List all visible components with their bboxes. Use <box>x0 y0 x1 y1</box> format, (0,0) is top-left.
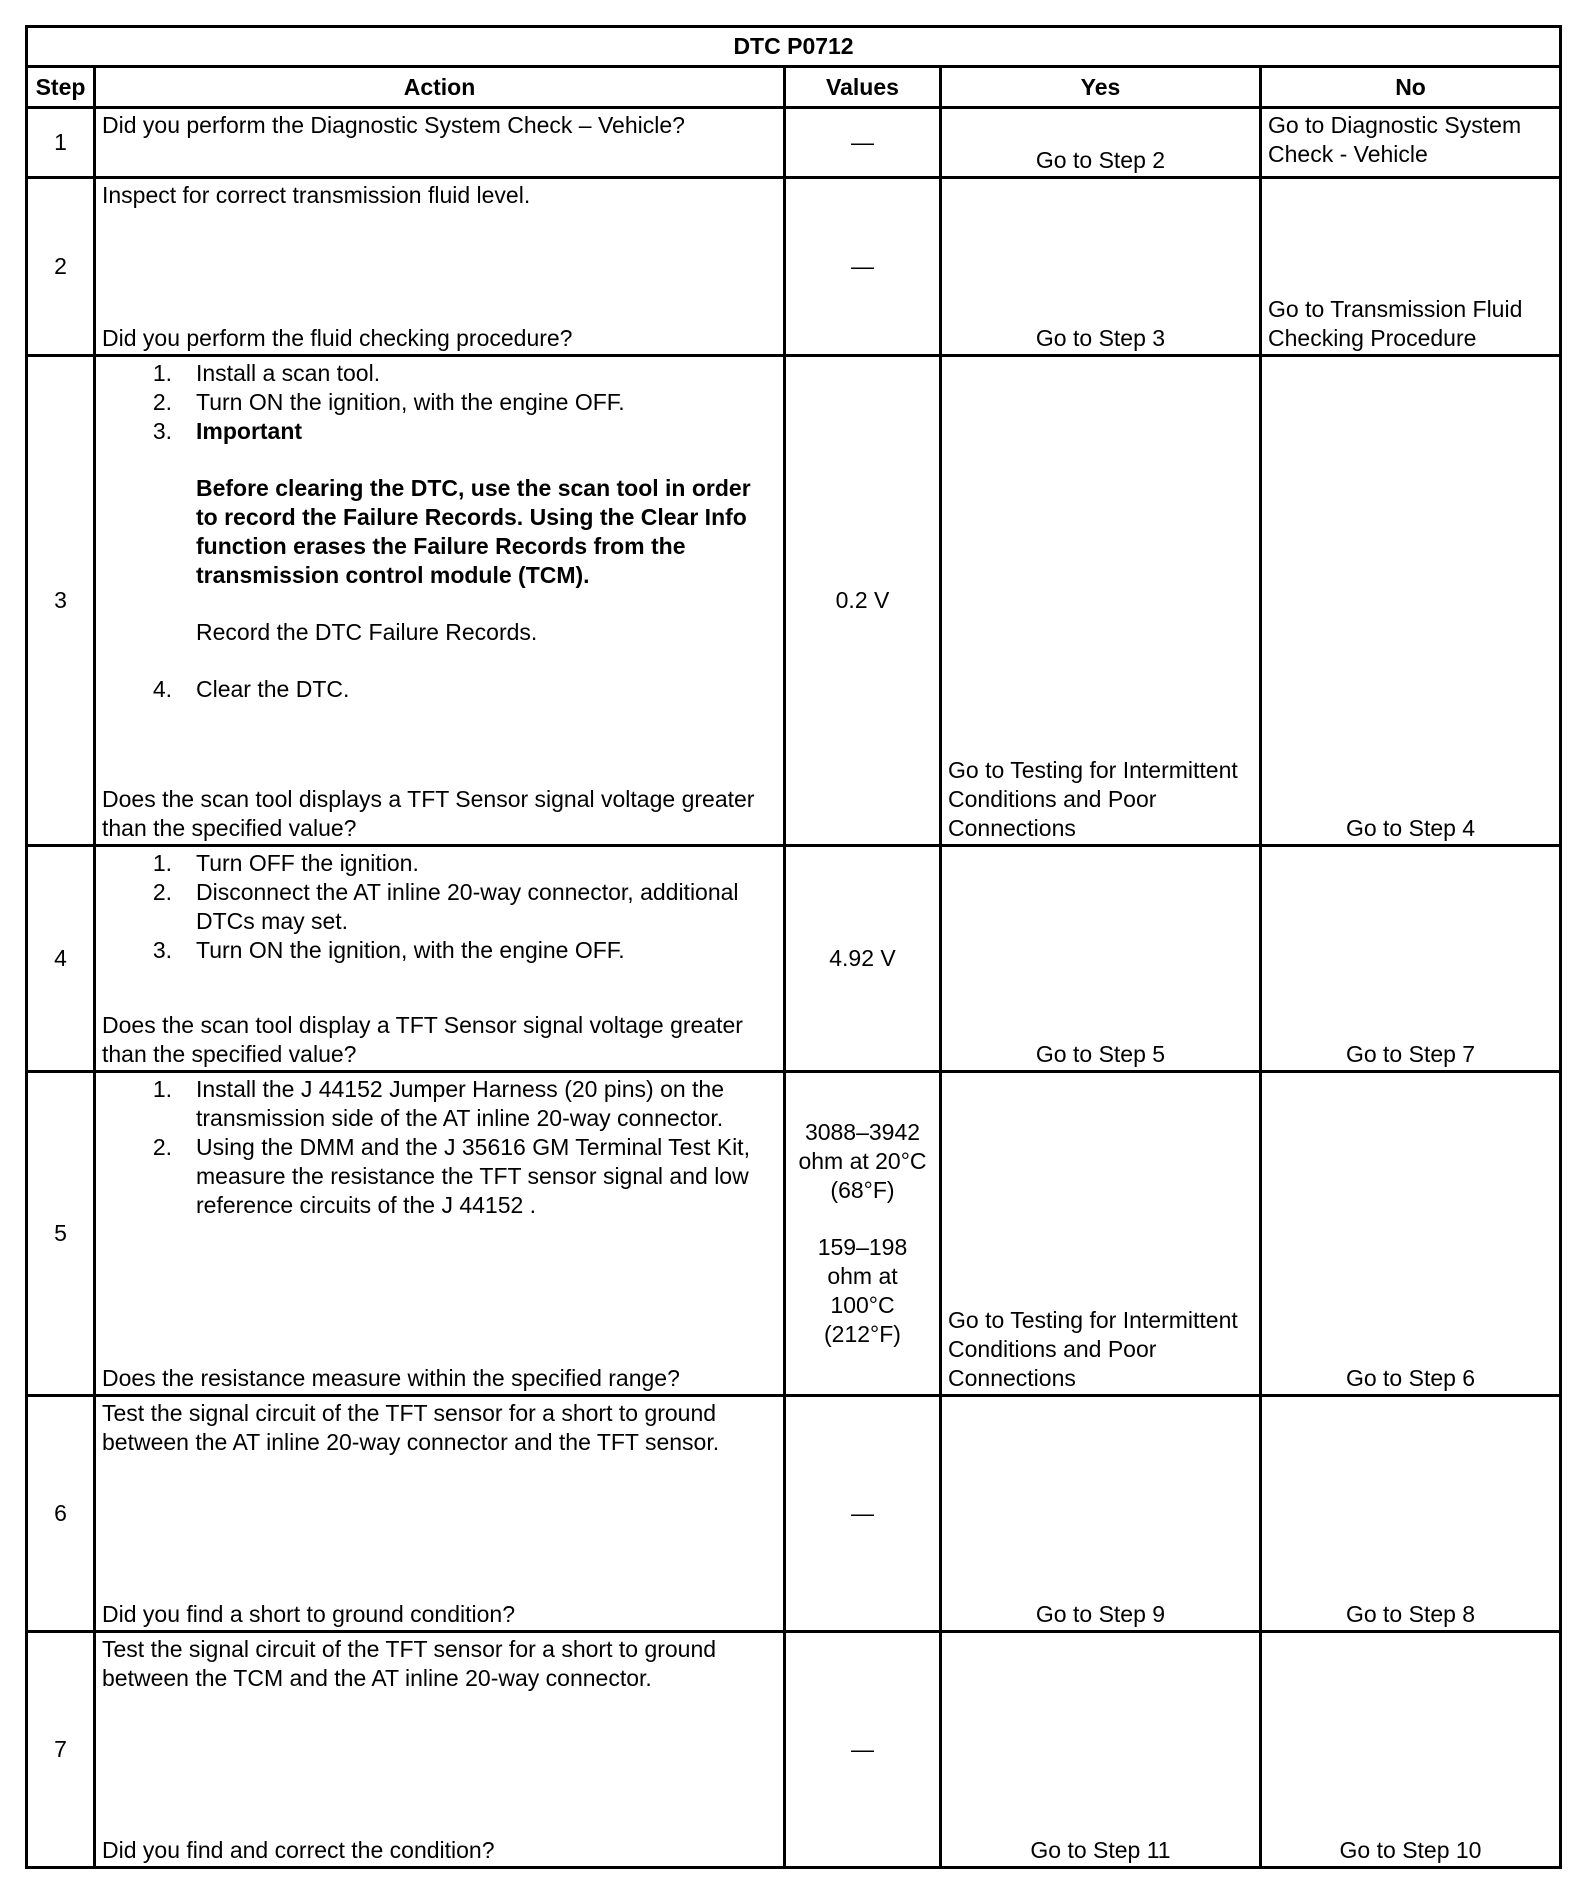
action-question: Did you perform the Diagnostic System Check – Vehicle? <box>102 112 685 138</box>
yes-cell <box>941 846 1261 1072</box>
values-cell <box>785 178 941 356</box>
action-intro: Test the signal circuit of the TFT sensor for a short to ground between the AT inline 20-way connector and the TFT sensor. <box>102 1400 720 1455</box>
table-row-step-1 <box>27 108 1561 178</box>
step-number: 7 <box>27 1632 95 1868</box>
values-text: 0.2 V <box>835 587 890 613</box>
header-action: Action <box>95 67 785 108</box>
header-yes: Yes <box>941 67 1261 108</box>
no-link[interactable]: Go to Diagnostic System Check - Vehicle <box>1268 112 1522 167</box>
table-row-step-5 <box>27 1072 1561 1396</box>
step-number: 3 <box>27 356 95 846</box>
no-cell <box>1261 356 1561 846</box>
values-text: — <box>851 1736 874 1762</box>
dtc-procedure-table <box>25 25 1562 1869</box>
action-cell <box>95 1396 785 1632</box>
action-steps <box>102 359 777 704</box>
title-row <box>27 27 1561 67</box>
yes-cell <box>941 1396 1261 1632</box>
list-item: 1. Install the J 44152 Jumper Harness (20 pins) on the transmission side of the AT inline 20-way connector. <box>152 1076 725 1131</box>
yes-cell <box>941 108 1261 178</box>
yes-cell <box>941 1632 1261 1868</box>
important-note: Before clearing the DTC, use the scan tool in order to record the Failure Records. Using the Clear Info function erases the Failure Records from the transmission control module (TCM). <box>196 475 751 588</box>
yes-link[interactable]: Go to Step 11 <box>1030 1837 1171 1863</box>
action-question: Did you find a short to ground condition? <box>102 1601 515 1627</box>
table-title: DTC P0712 <box>27 27 1561 67</box>
values-cell <box>785 1632 941 1868</box>
action-cell <box>95 846 785 1072</box>
action-question: Did you perform the fluid checking procedure? <box>102 325 573 351</box>
table-row-step-6 <box>27 1396 1561 1632</box>
yes-link[interactable]: Go to Testing for Intermittent Conditions and Poor Connections <box>948 757 1238 841</box>
yes-link[interactable]: Go to Testing for Intermittent Conditions and Poor Connections <box>948 1307 1238 1391</box>
values-text: — <box>851 129 874 155</box>
no-link[interactable]: Go to Transmission Fluid Checking Procedure <box>1268 296 1523 351</box>
list-item: 2. Using the DMM and the J 35616 GM Terminal Test Kit, measure the resistance the TFT sensor signal and low reference circuits of the J 44152 . <box>152 1134 750 1218</box>
action-question: Does the resistance measure within the specified range? <box>102 1365 680 1391</box>
action-cell <box>95 108 785 178</box>
yes-link[interactable]: Go to Step 9 <box>1035 1601 1166 1627</box>
no-cell <box>1261 1632 1561 1868</box>
important-heading: Important <box>196 418 303 444</box>
values-cell <box>785 356 941 846</box>
action-intro: Test the signal circuit of the TFT sensor for a short to ground between the TCM and the AT inline 20-way connector. <box>102 1636 717 1691</box>
list-item: 1. Turn OFF the ignition. <box>152 850 419 876</box>
values-cell <box>785 1072 941 1396</box>
yes-link[interactable]: Go to Step 5 <box>1035 1041 1166 1067</box>
step-list <box>102 849 777 965</box>
value-range-100c: 159–198 ohm at 100°C (212°F) <box>817 1234 908 1347</box>
values-cell <box>785 1396 941 1632</box>
no-link[interactable]: Go to Step 7 <box>1345 1041 1476 1067</box>
action-cell <box>95 356 785 846</box>
action-intro: Inspect for correct transmission fluid level. <box>102 182 531 208</box>
step-number: 2 <box>27 178 95 356</box>
no-cell <box>1261 1072 1561 1396</box>
action-cell <box>95 1632 785 1868</box>
list-item: 3. Important Before clearing the DTC, use the scan tool in order to record the Failure Records. Using the Clear Info function erases the Failure Records from the transmission control module (TCM). Record the DTC Failure Records. <box>102 417 777 647</box>
step-number: 1 <box>27 108 95 178</box>
yes-cell <box>941 178 1261 356</box>
table-row-step-4 <box>27 846 1561 1072</box>
step-list <box>102 359 777 704</box>
no-cell <box>1261 178 1561 356</box>
no-link[interactable]: Go to Step 10 <box>1339 1837 1482 1863</box>
yes-link[interactable]: Go to Step 3 <box>1035 325 1166 351</box>
action-cell <box>95 1072 785 1396</box>
list-item: 2. Turn ON the ignition, with the engine OFF. <box>152 389 625 415</box>
values-cell <box>785 108 941 178</box>
no-cell <box>1261 846 1561 1072</box>
record-instruction: Record the DTC Failure Records. <box>196 619 538 645</box>
header-values: Values <box>785 67 941 108</box>
yes-link[interactable]: Go to Step 2 <box>1035 147 1166 173</box>
yes-cell <box>941 356 1261 846</box>
no-link[interactable]: Go to Step 6 <box>1345 1365 1476 1391</box>
values-text: — <box>851 253 874 279</box>
value-range-20c: 3088–3942 ohm at 20°C (68°F) <box>798 1119 927 1203</box>
no-link[interactable]: Go to Step 4 <box>1345 815 1476 841</box>
no-link[interactable]: Go to Step 8 <box>1345 1601 1476 1627</box>
table-row-step-2 <box>27 178 1561 356</box>
values-cell <box>785 846 941 1072</box>
header-row <box>27 67 1561 108</box>
action-question: Does the scan tool display a TFT Sensor signal voltage greater than the specified value? <box>102 1012 743 1067</box>
table-row-step-3 <box>27 356 1561 846</box>
header-no: No <box>1261 67 1561 108</box>
action-question: Did you find and correct the condition? <box>102 1837 495 1863</box>
yes-cell <box>941 1072 1261 1396</box>
action-question: Does the scan tool displays a TFT Sensor signal voltage greater than the specified value? <box>102 786 755 841</box>
table-row-step-7 <box>27 1632 1561 1868</box>
step-list <box>102 1075 777 1220</box>
step-number: 5 <box>27 1072 95 1396</box>
action-cell <box>95 178 785 356</box>
step-number: 4 <box>27 846 95 1072</box>
list-item: 4. Clear the DTC. <box>152 676 350 702</box>
header-step: Step <box>27 67 95 108</box>
list-item: 1. Install a scan tool. <box>152 360 381 386</box>
values-text: 4.92 V <box>829 945 896 971</box>
list-item: 3. Turn ON the ignition, with the engine OFF. <box>152 937 625 963</box>
step-number: 6 <box>27 1396 95 1632</box>
values-text: — <box>851 1500 874 1526</box>
list-item: 2. Disconnect the AT inline 20-way connector, additional DTCs may set. <box>152 879 739 934</box>
no-cell <box>1261 108 1561 178</box>
no-cell <box>1261 1396 1561 1632</box>
